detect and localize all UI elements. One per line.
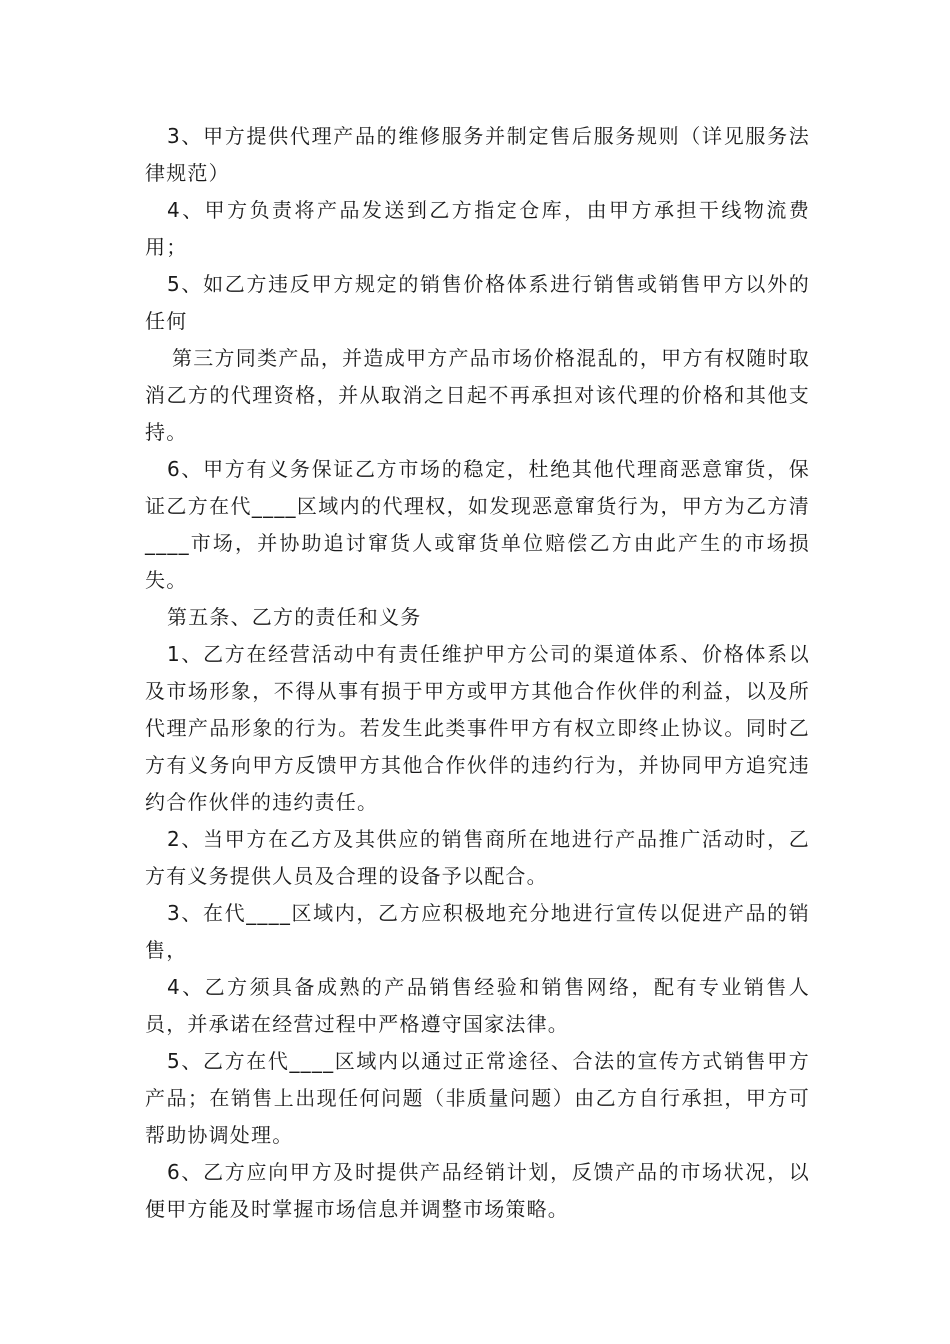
paragraph-clause-b6: 6、乙方应向甲方及时提供产品经销计划，反馈产品的市场状况，以便甲方能及时掌握市场信息并调整市场策略。 <box>145 1160 810 1221</box>
paragraph-clause-a5-continued: 第三方同类产品，并造成甲方产品市场价格混乱的，甲方有权随时取消乙方的代理资格，并从取消之日起不再承担对该代理的价格和其他支持。 <box>145 346 810 444</box>
paragraph-clause-a4: 4、甲方负责将产品发送到乙方指定仓库，由甲方承担干线物流费用； <box>145 198 810 259</box>
paragraph-clause-a6: 6、甲方有义务保证乙方市场的稳定，杜绝其他代理商恶意窜货，保证乙方在代____区域内的代理权，如发现恶意窜货行为，甲方为乙方清____市场，并协助追讨窜货人或窜货单位赔偿乙方由此产生的市场损失。 <box>145 457 810 592</box>
document-body <box>145 118 810 1228</box>
paragraph-clause-b5: 5、乙方在代____区域内以通过正常途径、合法的宣传方式销售甲方产品；在销售上出现任何问题（非质量问题）由乙方自行承担，甲方可帮助协调处理。 <box>145 1049 810 1147</box>
paragraph-clause-a3: 3、甲方提供代理产品的维修服务并制定售后服务规则（详见服务法律规范） <box>145 124 810 185</box>
section-heading-article-5: 第五条、乙方的责任和义务 <box>167 605 422 629</box>
paragraph-clause-b3: 3、在代____区域内，乙方应积极地充分地进行宣传以促进产品的销售， <box>145 901 810 962</box>
paragraph-clause-b2: 2、当甲方在乙方及其供应的销售商所在地进行产品推广活动时，乙方有义务提供人员及合理的设备予以配合。 <box>145 827 810 888</box>
paragraph-clause-a5: 5、如乙方违反甲方规定的销售价格体系进行销售或销售甲方以外的任何 <box>145 272 810 333</box>
paragraph-clause-b4: 4、乙方须具备成熟的产品销售经验和销售网络，配有专业销售人员，并承诺在经营过程中严格遵守国家法律。 <box>145 975 810 1036</box>
paragraph-clause-b1: 1、乙方在经营活动中有责任维护甲方公司的渠道体系、价格体系以及市场形象，不得从事有损于甲方或甲方其他合作伙伴的利益，以及所代理产品形象的行为。若发生此类事件甲方有权立即终止协议。同时乙方有义务向甲方反馈甲方其他合作伙伴的违约行为，并协同甲方追究违约合作伙伴的违约责任。 <box>145 642 810 814</box>
